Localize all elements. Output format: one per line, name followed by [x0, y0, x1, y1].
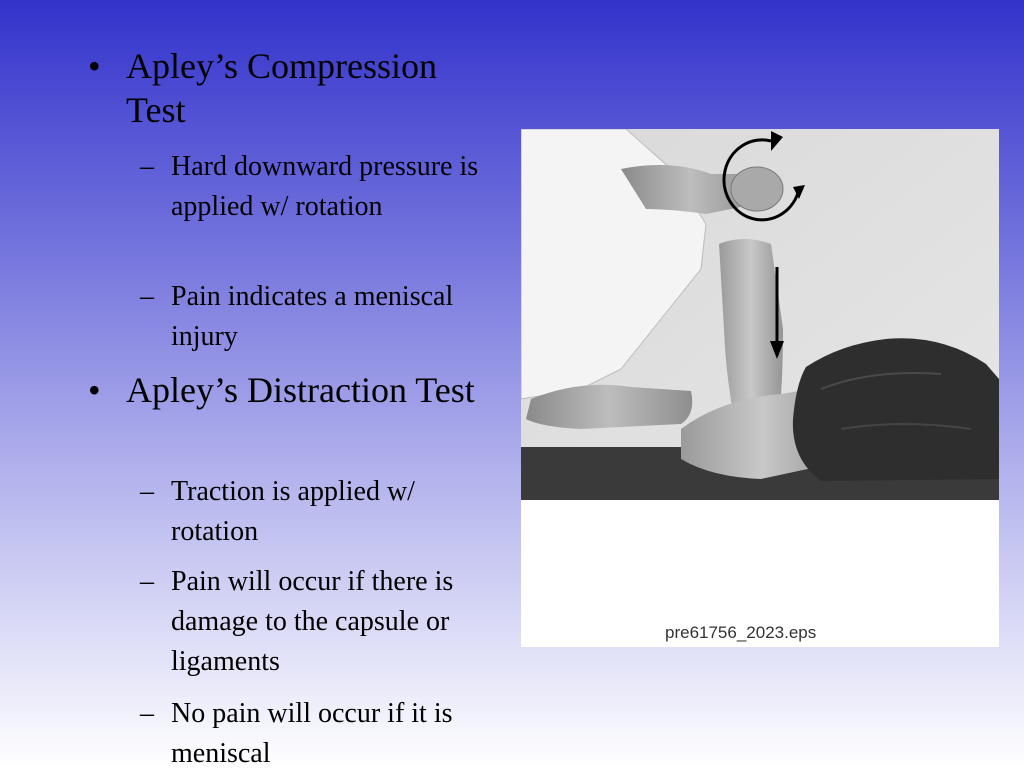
- sub-bullet-marker: –: [140, 698, 154, 729]
- bullet-text: Apley’s Compression Test: [126, 46, 437, 130]
- bullet-marker: •: [88, 370, 101, 410]
- sub-bullet-marker: –: [140, 281, 154, 312]
- bullet-text: Apley’s Distraction Test: [126, 370, 475, 410]
- figure-caption: pre61756_2023.eps: [665, 623, 817, 642]
- sub-bullet-marker: –: [140, 476, 154, 507]
- sub-bullet-text: Hard downward pressure is applied w/ rotation: [171, 151, 479, 222]
- bullet-marker: •: [88, 46, 101, 86]
- sub-bullet-text: No pain will occur if it is meniscal: [171, 698, 453, 768]
- sub-bullet-text: Pain will occur if there is damage to the capsule or ligaments: [171, 566, 454, 677]
- sub-bullet-marker: –: [140, 566, 154, 597]
- sub-bullet-text: Traction is applied w/ rotation: [171, 476, 415, 547]
- knee-exam-photo: [521, 129, 999, 500]
- figure-apley-test: [521, 129, 999, 647]
- sub-bullet-text: Pain indicates a meniscal injury: [171, 281, 454, 352]
- sub-bullet-marker: –: [140, 151, 154, 182]
